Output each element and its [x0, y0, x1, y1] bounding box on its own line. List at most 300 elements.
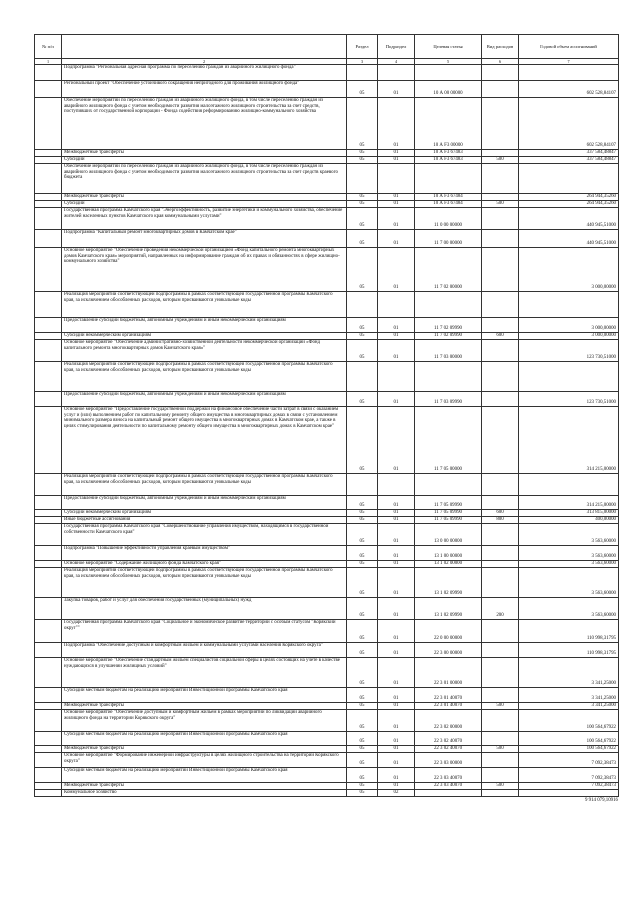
row-subsection-cell: 01: [378, 208, 415, 230]
row-expense-type-cell: [482, 65, 519, 81]
row-amount-cell: 100 564,67922: [519, 710, 619, 732]
row-amount-cell: [519, 292, 619, 318]
table-row: [35, 164, 619, 194]
row-section-cell: 05: [347, 688, 378, 703]
row-subsection-cell: 01: [378, 768, 415, 783]
row-number-cell: [35, 524, 62, 546]
row-section-cell: 05: [347, 703, 378, 710]
row-target-article-cell: [415, 292, 482, 318]
row-target-article-cell: 11 7 05 00000: [415, 407, 482, 474]
row-amount-cell: 3 341,25000: [519, 688, 619, 703]
row-amount-cell: 7 092,38473: [519, 753, 619, 768]
row-number-cell: [35, 753, 62, 768]
row-section-cell: [347, 65, 378, 81]
row-amount-cell: 264 944,35260: [519, 201, 619, 208]
row-name-cell: Подпрограмма "Обеспечение доступным и комфортным жильем и коммунальными услугами населения Корякского округа": [62, 643, 347, 658]
row-amount-cell: 264 944,35260: [519, 194, 619, 201]
col-expense-type-header: Вид расходов: [482, 35, 519, 59]
table-row: [35, 710, 619, 732]
row-expense-type-cell: [482, 340, 519, 362]
row-amount-cell: 3 563,60000: [519, 598, 619, 620]
row-name-cell: Субсидии некоммерческим организациям: [62, 333, 347, 340]
row-name-cell: Реализация мероприятий соответствующей подпрограммы в рамках соответствующей государственной программы Камчатского края, за исключением обособленных расходов, которым присваиваются уникальные коды: [62, 474, 347, 496]
row-target-article-cell: 11 7 02 09990: [415, 333, 482, 340]
table-row: [35, 194, 619, 201]
row-section-cell: 05: [347, 517, 378, 524]
row-subsection-cell: 01: [378, 157, 415, 164]
row-subsection-cell: 01: [378, 783, 415, 790]
row-target-article-cell: [415, 474, 482, 496]
row-target-article-cell: 22 3 02 00000: [415, 710, 482, 732]
table-row: [35, 392, 619, 407]
row-expense-type-cell: [482, 568, 519, 598]
row-subsection-cell: 02: [378, 790, 415, 797]
row-target-article-cell: 11 7 03 09990: [415, 392, 482, 407]
row-subsection-cell: 01: [378, 568, 415, 598]
col-section-header: Раздел: [347, 35, 378, 59]
row-subsection-cell: [378, 65, 415, 81]
row-section-cell: 05: [347, 732, 378, 746]
table-row: [35, 496, 619, 510]
row-section-cell: 05: [347, 510, 378, 517]
row-subsection-cell: 01: [378, 524, 415, 546]
row-section-cell: 05: [347, 333, 378, 340]
row-expense-type-cell: [482, 546, 519, 561]
row-target-article-cell: 11 7 00 00000: [415, 230, 482, 248]
column-number: 2: [62, 59, 347, 65]
row-section-cell: 05: [347, 318, 378, 333]
row-name-cell: Обеспечение мероприятий по переселению граждан из аварийного жилищного фонда, в том числе переселению граждан из аварийного жилищного фонда с учетом необходимости развития малоэтажного жилищного строительства за счет средств краевого бюджета: [62, 164, 347, 194]
col-annual-amount-header: Годовой объем ассигнований: [519, 35, 619, 59]
column-number: 4: [378, 59, 415, 65]
row-name-cell: Межбюджетные трансферты: [62, 150, 347, 157]
row-number-cell: [35, 164, 62, 194]
row-amount-cell: 3 000,00000: [519, 318, 619, 333]
row-name-cell: Основное мероприятие "Обеспечение проведения некоммерческой организацией «Фонд капитального ремонта многоквартирных домов Камчатского края» мероприятий, направленных на информирование граждан об их правах и обязанностях в сфере жилищно-коммунального хозяйства": [62, 248, 347, 292]
table-row: [35, 65, 619, 81]
row-subsection-cell: [378, 362, 415, 392]
row-subsection-cell: 01: [378, 732, 415, 746]
column-number: 6: [482, 59, 519, 65]
row-section-cell: 05: [347, 546, 378, 561]
row-section-cell: 05: [347, 783, 378, 790]
row-number-cell: [35, 746, 62, 753]
row-amount-cell: 7 092,38473: [519, 768, 619, 783]
row-expense-type-cell: [482, 620, 519, 643]
row-target-article-cell: 22 3 03 00000: [415, 753, 482, 768]
row-expense-type-cell: 200: [482, 598, 519, 620]
row-expense-type-cell: [482, 524, 519, 546]
row-number-cell: [35, 150, 62, 157]
table-row: [35, 292, 619, 318]
row-number-cell: [35, 340, 62, 362]
row-target-article-cell: 22 0 00 00000: [415, 620, 482, 643]
table-row: [35, 620, 619, 643]
row-expense-type-cell: [482, 643, 519, 658]
row-amount-cell: 3 563,60000: [519, 568, 619, 598]
row-expense-type-cell: 800: [482, 517, 519, 524]
row-section-cell: 05: [347, 407, 378, 474]
row-expense-type-cell: [482, 688, 519, 703]
row-number-cell: [35, 790, 62, 797]
row-name-cell: Межбюджетные трансферты: [62, 703, 347, 710]
row-subsection-cell: 01: [378, 703, 415, 710]
row-target-article-cell: 11 7 05 09990: [415, 496, 482, 510]
row-amount-cell: 440 945,51000: [519, 208, 619, 230]
row-section-cell: [347, 292, 378, 318]
row-number-cell: [35, 392, 62, 407]
row-section-cell: 05: [347, 620, 378, 643]
row-target-article-cell: 22 3 02 40070: [415, 732, 482, 746]
row-expense-type-cell: 500: [482, 157, 519, 164]
row-subsection-cell: 01: [378, 150, 415, 157]
row-name-cell: Субсидии местным бюджетам на реализацию мероприятий Инвестиционной программы Камчатского края: [62, 732, 347, 746]
row-target-article-cell: 22 3 03 40070: [415, 768, 482, 783]
row-section-cell: 05: [347, 524, 378, 546]
row-number-cell: [35, 230, 62, 248]
table-row: [35, 474, 619, 496]
row-name-cell: Основное мероприятие "Формирование инженерной инфраструктуры в целях жилищного строительства на территории Корякского округа": [62, 753, 347, 768]
row-amount-cell: 3 341,25000: [519, 703, 619, 710]
row-amount-cell: 110 998,31795: [519, 620, 619, 643]
row-amount-cell: 440 945,51000: [519, 230, 619, 248]
row-number-cell: [35, 292, 62, 318]
row-amount-cell: 337 584,48847: [519, 157, 619, 164]
row-target-article-cell: 22 3 02 40070: [415, 746, 482, 753]
table-body: [35, 65, 619, 797]
row-subsection-cell: 01: [378, 688, 415, 703]
row-name-cell: Субсидии местным бюджетам на реализацию мероприятий Инвестиционной программы Камчатского края: [62, 768, 347, 783]
row-subsection-cell: 01: [378, 746, 415, 753]
row-subsection-cell: 01: [378, 598, 415, 620]
table-row: [35, 517, 619, 524]
table-row: [35, 790, 619, 797]
row-number-cell: [35, 783, 62, 790]
row-amount-cell: 3 563,60000: [519, 561, 619, 568]
row-expense-type-cell: [482, 230, 519, 248]
row-section-cell: 05: [347, 340, 378, 362]
row-name-cell: Иные бюджетные ассигнования: [62, 517, 347, 524]
table-row: [35, 546, 619, 561]
row-amount-cell: 3 000,00000: [519, 333, 619, 340]
row-section-cell: [347, 164, 378, 194]
row-target-article-cell: 22 3 01 40070: [415, 703, 482, 710]
row-number-cell: [35, 568, 62, 598]
row-amount-cell: 123 730,51000: [519, 392, 619, 407]
row-section-cell: 05: [347, 598, 378, 620]
row-expense-type-cell: 500: [482, 783, 519, 790]
table-row: [35, 81, 619, 98]
row-target-article-cell: 22 3 00 00000: [415, 643, 482, 658]
table-row: [35, 658, 619, 688]
row-target-article-cell: 11 7 05 09990: [415, 517, 482, 524]
row-number-cell: [35, 710, 62, 732]
row-subsection-cell: 01: [378, 407, 415, 474]
row-section-cell: 05: [347, 643, 378, 658]
row-name-cell: Межбюджетные трансферты: [62, 783, 347, 790]
table-row: [35, 407, 619, 474]
row-target-article-cell: 13 1 00 00000: [415, 546, 482, 561]
row-amount-cell: [519, 362, 619, 392]
row-section-cell: 05: [347, 658, 378, 688]
row-section-cell: 05: [347, 768, 378, 783]
row-expense-type-cell: [482, 710, 519, 732]
row-subsection-cell: 01: [378, 98, 415, 150]
row-number-cell: [35, 768, 62, 783]
row-number-cell: [35, 598, 62, 620]
row-name-cell: Региональный проект "Обеспечение устойчивого сокращения непригодного для проживания жилищного фонда": [62, 81, 347, 98]
row-number-cell: [35, 688, 62, 703]
row-amount-cell: 314 215,00000: [519, 496, 619, 510]
row-number-cell: [35, 333, 62, 340]
row-subsection-cell: 01: [378, 201, 415, 208]
row-expense-type-cell: [482, 98, 519, 150]
row-expense-type-cell: [482, 150, 519, 157]
row-subsection-cell: 01: [378, 620, 415, 643]
row-section-cell: 05: [347, 392, 378, 407]
row-number-cell: [35, 546, 62, 561]
row-section-cell: 05: [347, 98, 378, 150]
row-subsection-cell: 01: [378, 230, 415, 248]
row-name-cell: Реализация мероприятий соответствующей подпрограммы в рамках соответствующей государственной программы Камчатского края, за исключением обособленных расходов, которым присваиваются уникальные коды: [62, 292, 347, 318]
row-expense-type-cell: [482, 658, 519, 688]
column-number: 1: [35, 59, 62, 65]
row-section-cell: 05: [347, 710, 378, 732]
row-name-cell: Основное мероприятие "Обеспечение стандартным жильем специалистов социальной сферы в целях состоящих на учете в качестве нуждающихся в улучшении жилищных условий": [62, 658, 347, 688]
row-amount-cell: 100 564,67922: [519, 732, 619, 746]
row-section-cell: [347, 362, 378, 392]
column-number: 7: [519, 59, 619, 65]
row-amount-cell: 3 563,60000: [519, 524, 619, 546]
row-amount-cell: 100 564,67922: [519, 746, 619, 753]
row-subsection-cell: [378, 164, 415, 194]
row-subsection-cell: 01: [378, 248, 415, 292]
table-row: [35, 340, 619, 362]
budget-table: [34, 34, 619, 797]
row-number-cell: [35, 703, 62, 710]
row-expense-type-cell: [482, 208, 519, 230]
row-name-cell: Подпрограмма "Повышение эффективности управления краевым имуществом": [62, 546, 347, 561]
row-number-cell: [35, 510, 62, 517]
row-subsection-cell: 01: [378, 81, 415, 98]
row-expense-type-cell: 500: [482, 703, 519, 710]
col-name-header: [62, 35, 347, 59]
row-expense-type-cell: [482, 392, 519, 407]
row-number-cell: [35, 194, 62, 201]
row-target-article-cell: [415, 362, 482, 392]
row-amount-cell: 3 000,00000: [519, 248, 619, 292]
row-name-cell: Подпрограмма "Капитальный ремонт многоквартирных домов в Камчатском крае": [62, 230, 347, 248]
row-section-cell: 05: [347, 208, 378, 230]
table-row: [35, 561, 619, 568]
row-target-article-cell: 10 А F3 67483: [415, 157, 482, 164]
row-expense-type-cell: 500: [482, 201, 519, 208]
row-expense-type-cell: [482, 248, 519, 292]
row-section-cell: 05: [347, 150, 378, 157]
row-expense-type-cell: [482, 790, 519, 797]
row-number-cell: [35, 318, 62, 333]
row-name-cell: Реализация мероприятий соответствующей подпрограммы в рамках соответствующей государственной программы Камчатского края, за исключением обособленных расходов, которым присваиваются уникальные коды: [62, 362, 347, 392]
row-subsection-cell: 01: [378, 496, 415, 510]
row-number-cell: [35, 81, 62, 98]
row-expense-type-cell: [482, 474, 519, 496]
row-subsection-cell: [378, 474, 415, 496]
row-subsection-cell: 01: [378, 561, 415, 568]
row-target-article-cell: 11 7 03 00000: [415, 340, 482, 362]
row-number-cell: [35, 407, 62, 474]
row-number-cell: [35, 620, 62, 643]
row-amount-cell: 602 528,84107: [519, 81, 619, 98]
table-row: [35, 753, 619, 768]
row-name-cell: Субсидии: [62, 201, 347, 208]
row-name-cell: Основное мероприятие "Обеспечение административно-хозяйственной деятельности некоммерческой организации «Фонд капитального ремонта многоквартирных домов Камчатского края»": [62, 340, 347, 362]
row-section-cell: 05: [347, 248, 378, 292]
column-number: 5: [415, 59, 482, 65]
row-amount-cell: 313 815,00000: [519, 510, 619, 517]
table-row: [35, 643, 619, 658]
table-row: [35, 318, 619, 333]
row-name-cell: Межбюджетные трансферты: [62, 194, 347, 201]
row-section-cell: 05: [347, 230, 378, 248]
row-name-cell: Подпрограмма "Региональная адресная программа по переселению граждан из аварийного жилищного фонда": [62, 65, 347, 81]
table-row: [35, 598, 619, 620]
column-number: 3: [347, 59, 378, 65]
row-section-cell: 05: [347, 746, 378, 753]
row-name-cell: Государственная программа Камчатского края "Совершенствование управления имуществом, находящимся в государственной собственности Камчатского края": [62, 524, 347, 546]
row-target-article-cell: 10 А F3 67484: [415, 194, 482, 201]
row-number-cell: [35, 561, 62, 568]
row-expense-type-cell: [482, 164, 519, 194]
row-expense-type-cell: [482, 362, 519, 392]
row-amount-cell: 400,00000: [519, 517, 619, 524]
budget-table-sheet: [34, 34, 618, 803]
row-target-article-cell: 22 3 01 40070: [415, 688, 482, 703]
row-number-cell: [35, 658, 62, 688]
row-amount-cell: 314 215,00000: [519, 407, 619, 474]
row-amount-cell: 7 092,38473: [519, 783, 619, 790]
table-row: [35, 201, 619, 208]
row-target-article-cell: 11 7 02 00000: [415, 248, 482, 292]
table-row: [35, 208, 619, 230]
row-subsection-cell: 01: [378, 546, 415, 561]
row-expense-type-cell: 500: [482, 746, 519, 753]
row-target-article-cell: [415, 65, 482, 81]
row-number-cell: [35, 732, 62, 746]
table-row: [35, 248, 619, 292]
row-name-cell: Межбюджетные трансферты: [62, 746, 347, 753]
row-target-article-cell: 22 3 01 00000: [415, 658, 482, 688]
row-expense-type-cell: [482, 768, 519, 783]
row-target-article-cell: 11 7 02 09990: [415, 318, 482, 333]
row-subsection-cell: 01: [378, 658, 415, 688]
row-name-cell: Закупка товаров, работ и услуг для обеспечения государственных (муниципальных) нужд: [62, 598, 347, 620]
row-name-cell: Предоставление субсидий бюджетным, автономным учреждениям и иным некоммерческим организациям: [62, 496, 347, 510]
row-number-cell: [35, 517, 62, 524]
row-number-cell: [35, 474, 62, 496]
table-row: [35, 746, 619, 753]
row-amount-cell: [519, 65, 619, 81]
row-section-cell: [347, 474, 378, 496]
row-section-cell: 05: [347, 790, 378, 797]
grand-total: 9 914 079,10916: [584, 798, 618, 803]
row-name-cell: Государственная программа Камчатского края "Энергоэффективность, развитие энергетики и коммунального хозяйства, обеспечение жителей населенных пунктов Камчатского края коммунальными услугами": [62, 208, 347, 230]
row-subsection-cell: 01: [378, 510, 415, 517]
table-row: [35, 150, 619, 157]
row-number-cell: [35, 65, 62, 81]
row-expense-type-cell: 600: [482, 333, 519, 340]
row-target-article-cell: 10 А 00 00000: [415, 81, 482, 98]
row-target-article-cell: 11 7 05 09990: [415, 510, 482, 517]
row-subsection-cell: 01: [378, 333, 415, 340]
table-row: [35, 510, 619, 517]
row-target-article-cell: [415, 790, 482, 797]
table-row: [35, 768, 619, 783]
row-section-cell: 05: [347, 157, 378, 164]
table-row: [35, 524, 619, 546]
row-target-article-cell: 22 3 03 40070: [415, 783, 482, 790]
row-expense-type-cell: [482, 292, 519, 318]
row-section-cell: 05: [347, 81, 378, 98]
table-row: [35, 703, 619, 710]
row-amount-cell: 3 341,25000: [519, 658, 619, 688]
row-target-article-cell: 11 0 00 00000: [415, 208, 482, 230]
table-row: [35, 568, 619, 598]
row-section-cell: 05: [347, 753, 378, 768]
row-amount-cell: 123 730,51000: [519, 340, 619, 362]
table-row: [35, 230, 619, 248]
row-subsection-cell: 01: [378, 340, 415, 362]
row-name-cell: Реализация мероприятий соответствующей подпрограммы в рамках соответствующей государственной программы Камчатского края, за исключением обособленных расходов, которым присваиваются уникальные коды: [62, 568, 347, 598]
row-subsection-cell: 01: [378, 753, 415, 768]
col-subsection-header: Подраздел: [378, 35, 415, 59]
row-name-cell: Основное мероприятие "Предоставление государственной поддержки на финансовое обеспечение части затрат в связи с оказанием услуг и (или) выполнением работ по капитальному ремонту общего имущества в многоквартирных домах в связи с установлением минимального размера взноса на капитальный ремонт общего имущества в многоквартирных домах в Камчатском крае, а также в целях стимулирования деятельности по капитальному ремонту общего имущества в многоквартирных домах в Камчатском крае": [62, 407, 347, 474]
row-expense-type-cell: [482, 407, 519, 474]
row-section-cell: 05: [347, 201, 378, 208]
row-expense-type-cell: [482, 753, 519, 768]
row-name-cell: Коммунальное хозяйство: [62, 790, 347, 797]
row-expense-type-cell: [482, 732, 519, 746]
row-name-cell: Субсидии некоммерческим организациям: [62, 510, 347, 517]
row-subsection-cell: 01: [378, 517, 415, 524]
row-subsection-cell: 01: [378, 194, 415, 201]
table-row: [35, 688, 619, 703]
row-name-cell: Основное мероприятие "Обеспечение доступным и комфортным жильем в рамках мероприятий по ликвидации аварийного жилищного фонда на территории Корякского округа": [62, 710, 347, 732]
row-target-article-cell: 13 1 02 09990: [415, 568, 482, 598]
row-amount-cell: [519, 474, 619, 496]
row-subsection-cell: 01: [378, 392, 415, 407]
row-expense-type-cell: [482, 194, 519, 201]
row-amount-cell: 337 584,48847: [519, 150, 619, 157]
row-expense-type-cell: [482, 561, 519, 568]
row-amount-cell: 3 563,60000: [519, 546, 619, 561]
row-amount-cell: 602 528,84107: [519, 98, 619, 150]
table-row: [35, 98, 619, 150]
row-subsection-cell: [378, 292, 415, 318]
row-target-article-cell: 10 А F3 00000: [415, 98, 482, 150]
row-section-cell: 05: [347, 496, 378, 510]
row-number-cell: [35, 201, 62, 208]
row-number-cell: [35, 643, 62, 658]
row-target-article-cell: 13 1 02 00000: [415, 561, 482, 568]
col-target-article-header: Целевая статья: [415, 35, 482, 59]
row-subsection-cell: 01: [378, 318, 415, 333]
row-expense-type-cell: [482, 318, 519, 333]
row-target-article-cell: 10 А F3 67484: [415, 201, 482, 208]
row-amount-cell: [519, 790, 619, 797]
row-number-cell: [35, 98, 62, 150]
row-number-cell: [35, 208, 62, 230]
table-row: [35, 333, 619, 340]
